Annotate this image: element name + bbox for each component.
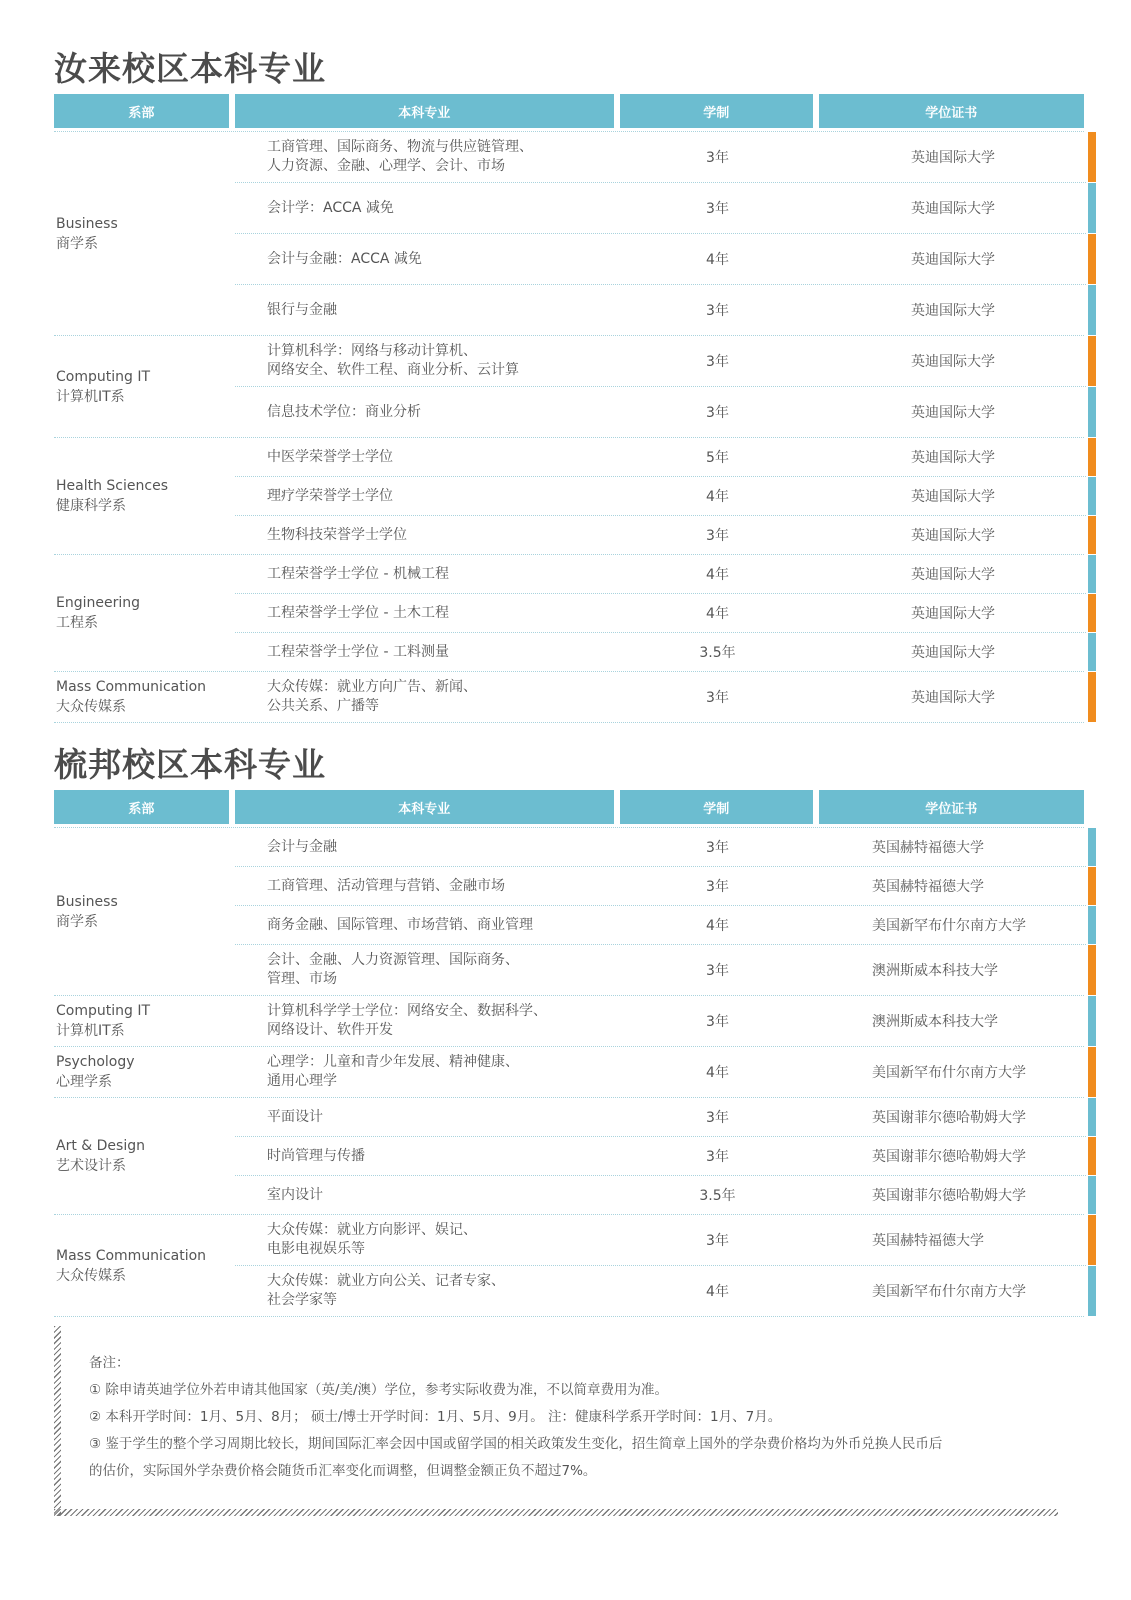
program-cell: 大众传媒：就业方向公关、记者专家、 社会学家等	[267, 1273, 505, 1308]
header-program: 本科专业	[235, 790, 614, 824]
table-row	[235, 594, 1086, 633]
program-cell: 银行与金融	[267, 301, 337, 318]
cert-cell: 澳洲斯威本科技大学	[872, 1014, 998, 1030]
table-row	[235, 285, 1086, 335]
cert-cell: 英迪国际大学	[911, 303, 995, 319]
row-color-stripe	[1088, 1137, 1096, 1175]
cert-cell: 美国新罕布什尔南方大学	[872, 918, 1026, 934]
cert-cell: 英迪国际大学	[911, 405, 995, 421]
department-group	[54, 996, 1084, 1047]
table-row	[235, 633, 1086, 671]
table-row	[235, 1215, 1086, 1266]
department-group	[54, 672, 1084, 723]
campus1-table-header	[54, 94, 1084, 128]
department-name-zh: 商学系	[56, 235, 98, 252]
header-years: 学制	[620, 790, 813, 824]
years-cell: 4年	[706, 606, 729, 622]
department-name-zh: 艺术设计系	[56, 1158, 126, 1174]
program-cell: 工商管理、活动管理与营销、金融市场	[267, 877, 505, 894]
table-row	[235, 438, 1086, 477]
table-row	[235, 1098, 1086, 1137]
table-row	[235, 132, 1086, 183]
years-cell: 3年	[706, 879, 729, 895]
row-color-stripe	[1088, 867, 1096, 905]
years-cell: 3年	[706, 963, 729, 979]
row-color-stripe	[1088, 1266, 1096, 1316]
department-name	[54, 438, 235, 554]
header-cert: 学位证书	[819, 94, 1084, 128]
years-cell: 3年	[706, 528, 729, 544]
department-name-en: Business	[56, 893, 118, 910]
program-cell: 时尚管理与传播	[267, 1147, 365, 1164]
program-cell: 工商管理、国际商务、物流与供应链管理、 人力资源、金融、心理学、会计、市场	[267, 139, 533, 174]
notes-title: 备注：	[89, 1355, 130, 1371]
notes-line: 的估价，实际国外学杂费价格会随货币汇率变化而调整，但调整金额正负不超过7%。	[89, 1463, 597, 1479]
cert-cell: 美国新罕布什尔南方大学	[872, 1065, 1026, 1081]
notes-line: ② 本科开学时间：1月、5月、8月； 硕士/博士开学时间：1月、5月、9月。 注：健康科学系开学时间：1月、7月。	[89, 1409, 782, 1425]
table-row	[235, 516, 1086, 554]
department-name-zh: 计算机IT系	[56, 1023, 125, 1039]
campus1-title: 汝来校区本科专业	[54, 49, 326, 88]
department-name-en: Business	[56, 215, 118, 232]
table-row	[235, 387, 1086, 437]
table-row	[235, 828, 1086, 867]
department-name	[54, 1047, 235, 1097]
department-name-zh: 工程系	[56, 615, 98, 631]
years-cell: 3年	[706, 1149, 729, 1165]
program-cell: 中医学荣誉学士学位	[267, 448, 393, 465]
table-row	[235, 672, 1086, 722]
program-cell: 生物科技荣誉学士学位	[267, 526, 407, 543]
department-group	[54, 336, 1084, 438]
program-cell: 心理学：儿童和青少年发展、精神健康、 通用心理学	[267, 1054, 519, 1089]
years-cell: 4年	[706, 567, 729, 583]
cert-cell: 英国赫特福德大学	[872, 1233, 984, 1249]
cert-cell: 美国新罕布什尔南方大学	[872, 1284, 1026, 1300]
table-row	[235, 183, 1086, 234]
row-color-stripe	[1088, 672, 1096, 722]
header-years: 学制	[620, 94, 813, 128]
department-name	[54, 1098, 235, 1214]
cert-cell: 英迪国际大学	[911, 606, 995, 622]
row-color-stripe	[1088, 1047, 1096, 1097]
department-name-en: Computing IT	[56, 1003, 151, 1019]
row-color-stripe	[1088, 906, 1096, 944]
row-color-stripe	[1088, 285, 1096, 335]
header-program: 本科专业	[235, 94, 614, 128]
years-cell: 3年	[706, 690, 729, 706]
department-name-en: Art & Design	[56, 1138, 145, 1154]
table-row	[235, 336, 1086, 387]
header-dept: 系部	[54, 94, 229, 128]
department-name	[54, 828, 235, 995]
cert-cell: 英迪国际大学	[911, 252, 995, 268]
years-cell: 3年	[706, 354, 729, 370]
department-name-zh: 商学系	[56, 913, 98, 930]
cert-cell: 英迪国际大学	[911, 150, 995, 166]
table-row	[235, 1137, 1086, 1176]
program-cell: 会计与金融	[267, 838, 337, 855]
table-row	[235, 906, 1086, 945]
notes-line: ③ 鉴于学生的整个学习周期比较长，期间国际汇率会因中国或留学国的相关政策发生变化，招生简章上国外的学杂费价格均为外币兑换人民币后	[89, 1436, 943, 1452]
department-group	[54, 132, 1084, 336]
program-cell: 大众传媒：就业方向广告、新闻、 公共关系、广播等	[267, 679, 477, 714]
campus2-table-header	[54, 790, 1084, 824]
years-cell: 3年	[706, 201, 729, 217]
cert-cell: 英迪国际大学	[911, 489, 995, 505]
department-group	[54, 828, 1084, 996]
department-group	[54, 438, 1084, 555]
campus1-section	[54, 48, 1084, 723]
years-cell: 4年	[706, 1284, 729, 1300]
campus2-title: 梳邦校区本科专业	[54, 745, 326, 784]
program-cell: 计算机科学：网络与移动计算机、 网络安全、软件工程、商业分析、云计算	[267, 343, 519, 378]
years-cell: 4年	[706, 918, 729, 934]
years-cell: 4年	[706, 252, 729, 268]
cert-cell: 英迪国际大学	[911, 354, 995, 370]
years-cell: 3年	[706, 150, 729, 166]
row-color-stripe	[1088, 234, 1096, 284]
campus2-table-body	[54, 827, 1084, 1317]
program-cell: 大众传媒：就业方向影评、娱记、 电影电视娱乐等	[267, 1222, 477, 1257]
hatch-border-bottom	[54, 1509, 1058, 1516]
department-name	[54, 555, 235, 671]
table-row	[235, 234, 1086, 285]
table-row	[235, 555, 1086, 594]
row-color-stripe	[1088, 336, 1096, 386]
row-color-stripe	[1088, 387, 1096, 437]
cert-cell: 英迪国际大学	[911, 645, 995, 661]
table-row	[235, 1266, 1086, 1316]
program-cell: 商务金融、国际管理、市场营销、商业管理	[267, 916, 533, 933]
years-cell: 5年	[706, 450, 729, 466]
years-cell: 3年	[706, 1014, 729, 1030]
years-cell: 4年	[706, 489, 729, 505]
department-name-zh: 大众传媒系	[56, 699, 126, 715]
years-cell: 3年	[706, 303, 729, 319]
cert-cell: 英迪国际大学	[911, 567, 995, 583]
cert-cell: 英国赫特福德大学	[872, 840, 984, 856]
row-color-stripe	[1088, 516, 1096, 554]
program-cell: 工程荣誉学士学位 - 土木工程	[267, 604, 449, 621]
table-row	[235, 996, 1086, 1046]
table-row	[235, 1176, 1086, 1214]
years-cell: 3.5年	[699, 645, 736, 661]
row-color-stripe	[1088, 633, 1096, 671]
program-cell: 会计、金融、人力资源管理、国际商务、 管理、市场	[267, 952, 519, 987]
row-color-stripe	[1088, 438, 1096, 476]
years-cell: 3年	[706, 1233, 729, 1249]
department-name	[54, 672, 235, 722]
department-name-zh: 大众传媒系	[56, 1267, 126, 1284]
years-cell: 4年	[706, 1065, 729, 1081]
row-color-stripe	[1088, 555, 1096, 593]
department-name-zh: 心理学系	[56, 1074, 112, 1090]
cert-cell: 英迪国际大学	[911, 450, 995, 466]
campus2-section	[54, 744, 1084, 1317]
department-group	[54, 1047, 1084, 1098]
row-color-stripe	[1088, 132, 1096, 182]
department-name	[54, 132, 235, 335]
notes-line: ① 除申请英迪学位外若申请其他国家（英/美/澳）学位，参考实际收费为准，不以简章费用为准。	[89, 1382, 668, 1398]
header-cert: 学位证书	[819, 790, 1084, 824]
department-group	[54, 555, 1084, 672]
department-name-en: Engineering	[56, 595, 140, 611]
program-cell: 工程荣誉学士学位 - 机械工程	[267, 565, 449, 582]
cert-cell: 英国谢菲尔德哈勒姆大学	[872, 1110, 1026, 1126]
department-name-zh: 计算机IT系	[56, 388, 125, 405]
row-color-stripe	[1088, 1098, 1096, 1136]
table-row	[235, 477, 1086, 516]
row-color-stripe	[1088, 828, 1096, 866]
program-cell: 计算机科学学士学位：网络安全、数据科学、 网络设计、软件开发	[267, 1003, 547, 1038]
department-group	[54, 1215, 1084, 1317]
department-name-en: Psychology	[56, 1054, 135, 1070]
program-cell: 理疗学荣誉学士学位	[267, 487, 393, 504]
program-cell: 室内设计	[267, 1186, 323, 1203]
cert-cell: 英国谢菲尔德哈勒姆大学	[872, 1149, 1026, 1165]
department-name-en: Mass Communication	[56, 1247, 207, 1264]
cert-cell: 英迪国际大学	[911, 201, 995, 217]
department-name	[54, 1215, 235, 1316]
department-name-en: Health Sciences	[56, 478, 168, 494]
department-group	[54, 1098, 1084, 1215]
cert-cell: 英迪国际大学	[911, 528, 995, 544]
cert-cell: 英国赫特福德大学	[872, 879, 984, 895]
table-row	[235, 945, 1086, 995]
header-dept: 系部	[54, 790, 229, 824]
program-cell: 会计学：ACCA 减免	[267, 199, 394, 216]
cert-cell: 澳洲斯威本科技大学	[872, 963, 998, 979]
campus1-table-body	[54, 131, 1084, 723]
department-name	[54, 996, 235, 1046]
row-color-stripe	[1088, 183, 1096, 233]
department-name-en: Computing IT	[56, 368, 151, 385]
cert-cell: 英国谢菲尔德哈勒姆大学	[872, 1188, 1026, 1204]
years-cell: 3年	[706, 840, 729, 856]
program-cell: 信息技术学位：商业分析	[267, 403, 421, 420]
cert-cell: 英迪国际大学	[911, 690, 995, 706]
row-color-stripe	[1088, 477, 1096, 515]
row-color-stripe	[1088, 594, 1096, 632]
notes-body	[89, 1350, 1039, 1485]
notes-box	[54, 1326, 1058, 1516]
years-cell: 3年	[706, 405, 729, 421]
row-color-stripe	[1088, 996, 1096, 1046]
department-name-zh: 健康科学系	[56, 498, 126, 514]
hatch-border-left	[54, 1326, 61, 1516]
program-cell: 工程荣誉学士学位 - 工料测量	[267, 643, 449, 660]
table-row	[235, 867, 1086, 906]
years-cell: 3.5年	[699, 1188, 736, 1204]
program-cell: 会计与金融：ACCA 减免	[267, 250, 422, 267]
years-cell: 3年	[706, 1110, 729, 1126]
row-color-stripe	[1088, 945, 1096, 995]
row-color-stripe	[1088, 1215, 1096, 1265]
department-name-en: Mass Communication	[56, 679, 207, 695]
program-cell: 平面设计	[267, 1108, 323, 1125]
table-row	[235, 1047, 1086, 1097]
department-name	[54, 336, 235, 437]
row-color-stripe	[1088, 1176, 1096, 1214]
